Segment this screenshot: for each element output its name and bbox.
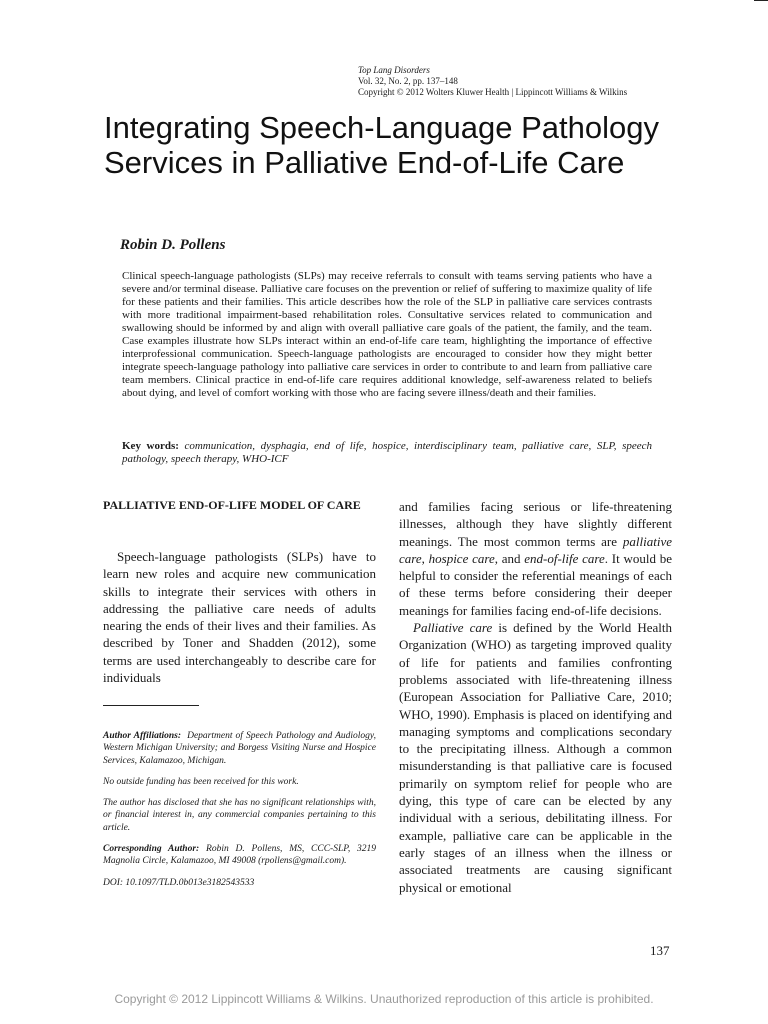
abstract: Clinical speech-language pathologists (SLPs) may receive referrals to consult with teams serving patients who have a severe and/or terminal disease. Palliative care focuses on the prevention or relief of suffering to maximize quality of life for these patients and their families. This article describes how the role of the SLP in palliative care services contrasts with more traditional impairment-based rehabilitation roles. Consultative services related to communication and swallowing should be informed by and align with overall palliative care goals of the patient, the family, and the team. Case examples illustrate how SLPs interact within an end-of-life care team, highlighting the importance of effective interprofessional communication. Speech-language pathologists are encouraged to consider how they might better integrate speech-language pathology into palliative care services in order to contribute to and learn from palliative care team members. Clinical practice in end-of-life care requires additional knowledge, self-awareness related to beliefs about dying, and level of comfort working with those who are facing severe illness/death and their families.	[122, 270, 652, 399]
journal-copyright: Copyright © 2012 Wolters Kluwer Health | Lippincott Williams & Wilkins	[358, 87, 628, 97]
journal-volume: Vol. 32, No. 2, pp. 137–148	[358, 76, 458, 86]
journal-name: Top Lang Disorders	[358, 65, 430, 75]
body-paragraph	[399, 619, 672, 896]
footnote-corresponding	[103, 843, 376, 868]
corner-mark	[754, 0, 768, 1]
footnote-disclosure: The author has disclosed that she has no significant relationships with, or financial interest in, any commercial companies pertaining to this article.	[103, 798, 376, 833]
footnote-affiliations-label: Author Affiliations:	[103, 731, 182, 741]
term-palliative-care: palliative care	[399, 533, 672, 566]
footnote-funding: No outside funding has been received for this work.	[103, 776, 299, 787]
copyright-footer: Copyright © 2012 Lippincott Williams & Wilkins. Unauthorized reproduction of this article is prohibited.	[114, 992, 654, 1006]
term-end-of-life-care: end-of-life care	[524, 550, 605, 566]
keywords	[122, 440, 652, 466]
journal-info	[358, 65, 627, 98]
text-run: is defined by the World Health Organization (WHO) as targeting improved quality of life for patients and families confronting problems associated with life-threatening illness (European Association for Palliative Care, 2010; WHO, 1990). Emphasis is placed on identifying and managing symptoms and complications secondary to the precipitating illness. Although a common misunderstanding is that palliative care is focused primarily on symptom relief for people who are dying, this type of care can be elected by any individual with a serious, debilitating illness. For example, palliative care can be applicable in the early stages of an illness when the illness or associated treatments are causing significant physical or emotional	[399, 620, 672, 895]
footnote-affiliations	[103, 730, 376, 767]
keywords-label: Key words:	[122, 440, 179, 452]
author-name: Robin D. Pollens	[120, 237, 226, 253]
footnote-divider	[103, 705, 199, 706]
text-run: . It would be helpful to consider the referential meanings of each of these terms before considering their deeper meanings for families facing end-of-life decisions.	[399, 550, 673, 618]
footnote-doi: DOI: 10.1097/TLD.0b013e3182543533	[103, 877, 255, 888]
text-run: , and	[494, 550, 525, 566]
body-paragraph	[399, 498, 672, 619]
article-title: Integrating Speech-Language Pathology Services in Palliative End-of-Life Care	[104, 110, 659, 180]
footnote-corresponding-text: Robin D. Pollens, MS, CCC-SLP, 3219 Magnolia Circle, Kalamazoo, MI 49008 (rpollens@gmail.com).	[103, 844, 377, 867]
keywords-terms: communication, dysphagia, end of life, hospice, interdisciplinary team, palliative care, SLP, speech pathology, speech therapy, WHO-ICF	[122, 440, 653, 465]
footnotes	[103, 730, 376, 898]
left-column	[103, 548, 376, 686]
page-number: 137	[650, 943, 670, 958]
term-palliative-care-definition: Palliative care	[413, 620, 493, 636]
section-heading: PALLIATIVE END-OF-LIFE MODEL OF CARE	[103, 498, 361, 512]
text-run: and families facing serious or life-threatening illnesses, although they have slightly different meanings. The most common terms are	[399, 499, 672, 549]
footnote-affiliations-text: Department of Speech Pathology and Audiology, Western Michigan University; and Borgess Visiting Nurse and Hospice Services, Kalamazoo, Michigan.	[103, 731, 376, 766]
right-column	[399, 498, 672, 896]
footnote-corresponding-label: Corresponding Author:	[103, 844, 200, 855]
term-hospice-care: hospice care	[428, 550, 495, 566]
body-paragraph: Speech-language pathologists (SLPs) have to learn new roles and acquire new communication skills to integrate their services with others in addressing the palliative care needs of adults nearing the ends of their lives and their families. As described by Toner and Shadden (2012), some terms are used interchangeably to describe care for individuals	[103, 549, 376, 686]
text-run: ,	[421, 550, 429, 566]
